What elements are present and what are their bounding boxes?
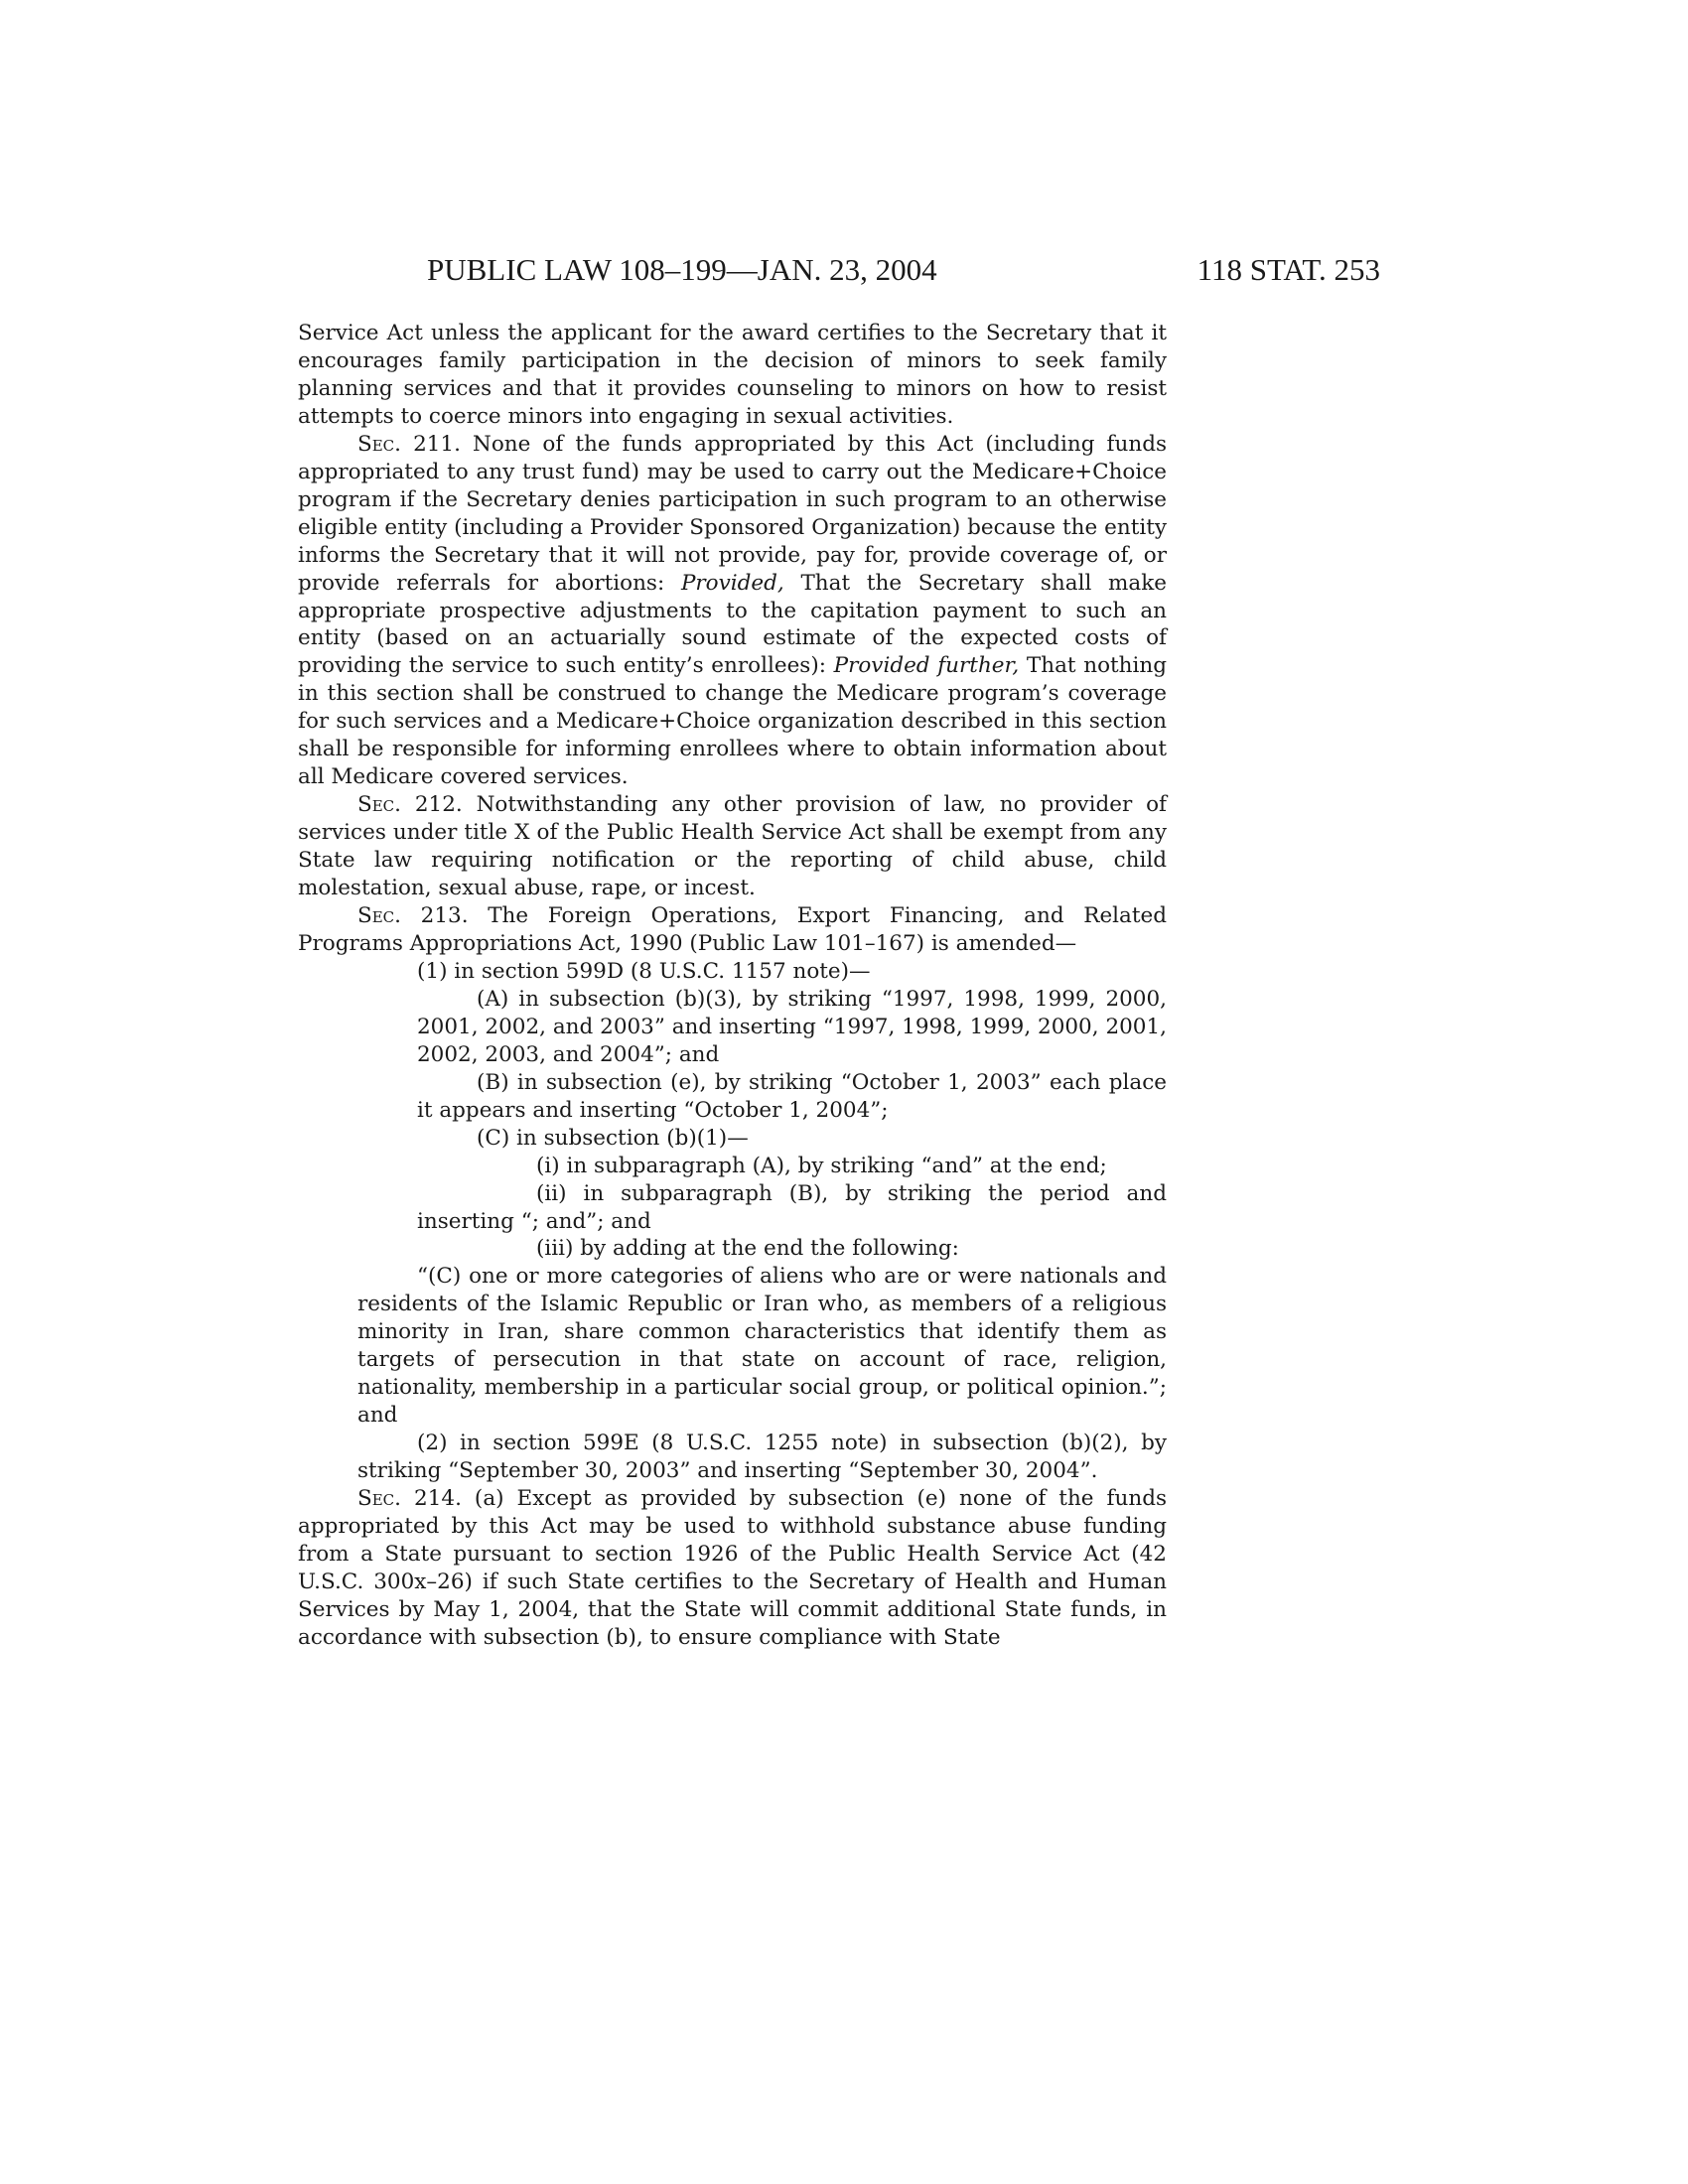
statute-page-number: 118 STAT. 253 [1196, 252, 1380, 287]
section-213-subparagraph-b: (B) in subsection (e), by striking “October 1, 2003” each place it appears and inserting “October 1, 2004”; [417, 1069, 1167, 1123]
law-text [298, 320, 1167, 1652]
section-214-text: 214. (a) Except as provided by subsection (e) none of the funds appropriated by this Act may be used to withhold substance abuse funding from a State pursuant to section 1926 of the Public Health Service Act (42 U.S.C. 300x–26) if such State certifies to the Secretary of Health and Human Services by May 1, 2004, that the State will commit additional State funds, in accordance with subsection (b), to ensure compliance with State [298, 1486, 1167, 1650]
section-label: Sec. [357, 903, 401, 929]
section-213 [298, 902, 1167, 958]
section-213-clause-iii: (iii) by adding at the end the following: [536, 1236, 959, 1262]
section-213-clause-i: (i) in subparagraph (A), by striking “and” at the end; [536, 1153, 1107, 1178]
section-label: Sec. [357, 792, 401, 818]
section-213-paragraph-2: (2) in section 599E (8 U.S.C. 1255 note) in subsection (b)(2), by striking “September 30, 2003” and inserting “September 30, 2004”. [357, 1431, 1167, 1484]
header-title: PUBLIC LAW 108–199—JAN. 23, 2004 [427, 252, 937, 287]
section-211-text-c: That nothing in this section shall be construed to change the Medicare program’s coverage for such services and a Medicare+Choice organization described in this section shall be responsible for informing enrollees where to obtain information about all Medicare covered services. [298, 653, 1167, 790]
section-213-quoted-text: “(C) one or more categories of aliens who are or were nationals and residents of the Islamic Republic or Iran who, as members of a religious minority in Iran, share common characteristics that identify them as targets of persecution in that state on account of race, religion, nationality, membership in a particular social group, or political opinion.”; and [357, 1264, 1167, 1429]
section-211 [298, 431, 1167, 791]
section-211-text-a: 211. None of the funds appropriated by this Act (including funds appropriated to any trust fund) may be used to carry out the Medicare+Choice program if the Secretary denies participation in such program to an otherwise eligible entity (including a Provider Sponsored Organization) because the entity informs the Secretary that it will not provide, pay for, provide coverage of, or provide referrals for abortions: [298, 431, 1167, 596]
section-213-clause-ii: (ii) in subparagraph (B), by striking the period and inserting “; and”; and [417, 1180, 1167, 1234]
section-212 [298, 791, 1167, 902]
section-213-subparagraph-c: (C) in subsection (b)(1)— [477, 1125, 749, 1151]
proviso-provided-further: Provided further, [833, 653, 1020, 679]
section-213-paragraph-1: (1) in section 599D (8 U.S.C. 1157 note)— [417, 958, 871, 984]
section-211-text-b: That the Secretary shall make appropriate prospective adjustments to the capitation payment to such an entity (based on an actuarially sound estimate of the expected costs of providing the service to such entity’s enrollees): [298, 570, 1167, 679]
section-213-subparagraph-a: (A) in subsection (b)(3), by striking “1997, 1998, 1999, 2000, 2001, 2002, and 2003” and inserting “1997, 1998, 1999, 2000, 2001, 2002, 2003, and 2004”; and [417, 986, 1167, 1067]
section-label: Sec. [357, 1486, 401, 1512]
section-label: Sec. [357, 431, 401, 457]
continuation-paragraph: Service Act unless the applicant for the award certifies to the Secretary that it encourages family participation in the decision of minors to seek family planning services and that it provides counseling to minors on how to resist attempts to coerce minors into engaging in sexual activities. [298, 321, 1167, 429]
section-214 [298, 1485, 1167, 1652]
proviso-provided: Provided, [680, 570, 784, 596]
section-212-text: 212. Notwithstanding any other provision of law, no provider of services under title X of the Public Health Service Act shall be exempt from any State law requiring notification or the reporting of child abuse, child molestation, sexual abuse, rape, or incest. [298, 792, 1167, 901]
section-213-text: 213. The Foreign Operations, Export Financing, and Related Programs Appropriations Act, 1990 (Public Law 101–167) is amended— [298, 903, 1167, 956]
running-header [298, 250, 1380, 290]
